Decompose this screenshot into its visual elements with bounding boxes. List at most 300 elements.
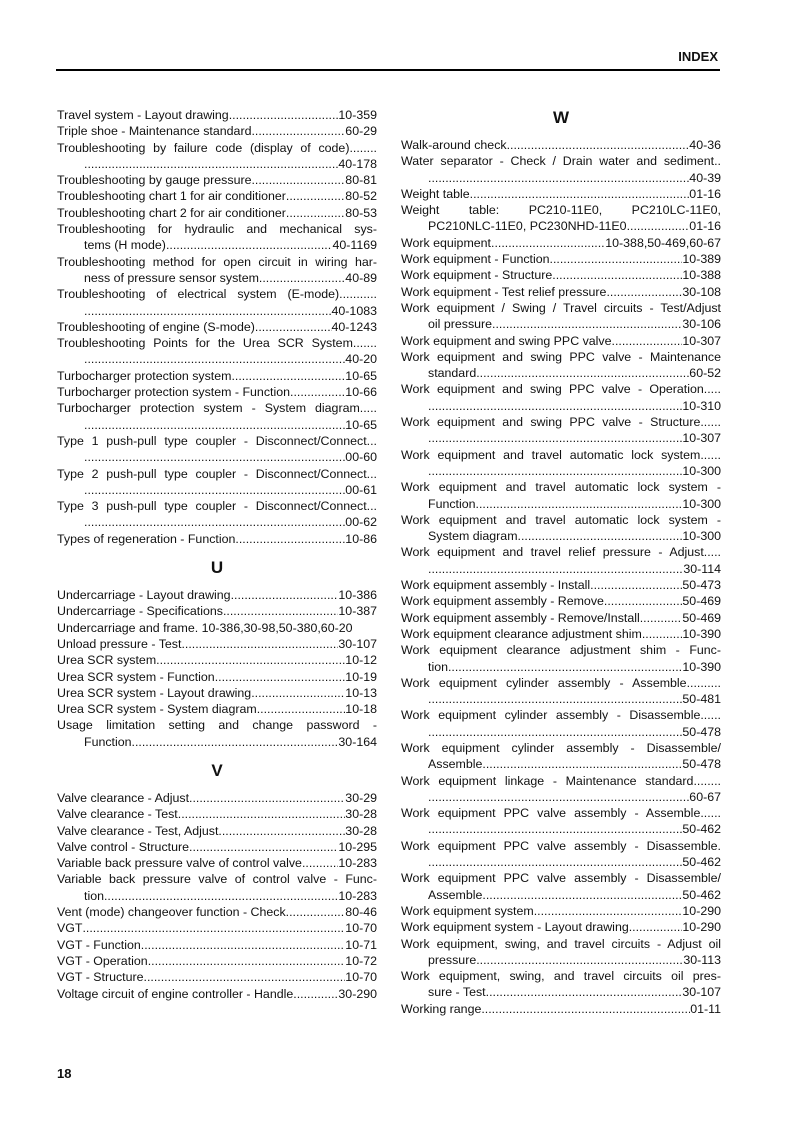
index-entry-text: Assemble — [428, 757, 483, 772]
index-entry — [57, 953, 377, 969]
index-entry-page: 10-300 — [682, 529, 721, 544]
index-entry-text: Valve clearance - Test — [57, 807, 178, 822]
dot-leader — [141, 937, 346, 953]
index-entry-row — [57, 205, 377, 221]
index-entry — [401, 936, 721, 969]
index-entry-page: 40-20 — [345, 352, 377, 367]
dot-leader — [181, 636, 338, 652]
dot-leader — [428, 789, 689, 805]
index-entry — [401, 919, 721, 935]
index-entry-page: 10-70 — [345, 970, 377, 985]
index-entry — [57, 920, 377, 936]
dot-leader — [251, 172, 345, 188]
index-entry-page: 40-1169 — [332, 238, 377, 253]
index-entry-page: 10-65 — [345, 368, 377, 383]
dot-leader — [144, 969, 346, 985]
index-entry-row — [57, 986, 377, 1002]
index-entry-line: Troubleshooting method for open circuit in wiring har- — [57, 254, 377, 269]
index-entry-page: 10-307 — [682, 333, 721, 348]
index-header-title: INDEX — [678, 49, 718, 64]
index-entry — [401, 202, 721, 235]
index-entry — [401, 626, 721, 642]
index-entry-page: 10-290 — [682, 920, 721, 935]
dot-leader — [215, 669, 346, 685]
index-entry — [401, 349, 721, 382]
index-entry-page: 30-106 — [682, 317, 721, 332]
index-entry — [401, 267, 721, 283]
index-entry-line: Work equipment cylinder assembly - Disassemble...... — [401, 708, 721, 723]
index-entry-page: 40-1243 — [331, 319, 377, 334]
index-entry-line: Work equipment and travel automatic lock system - — [401, 480, 721, 495]
index-entry — [57, 123, 377, 139]
index-entry-page: 40-89 — [345, 270, 377, 285]
index-entry-row — [401, 430, 721, 446]
index-entry-row — [401, 251, 721, 267]
index-entry — [401, 137, 721, 153]
index-entry-text: Work equipment assembly - Remove/Install — [401, 610, 640, 625]
index-entry-row — [401, 724, 721, 740]
index-entry-text: standard — [428, 366, 477, 381]
index-entry-row — [57, 156, 377, 172]
index-entry-line: Troubleshooting by failure code (display of code)........ — [57, 140, 377, 155]
index-entry — [401, 186, 721, 202]
index-entry — [57, 466, 377, 499]
dot-leader — [428, 463, 682, 479]
index-entry-text: ness of pressure sensor system — [84, 270, 259, 285]
index-entry — [57, 587, 377, 603]
index-entry-page: 01-16 — [689, 186, 721, 201]
dot-leader — [251, 685, 345, 701]
dot-leader — [552, 267, 682, 283]
index-entry-line: Type 1 push-pull type coupler - Disconnect/Connect... — [57, 433, 377, 448]
dot-leader — [612, 333, 683, 349]
index-entry-text: Function — [428, 496, 476, 511]
index-entry-text: Travel system - Layout drawing — [57, 108, 229, 122]
index-entry — [401, 284, 721, 300]
index-entry-row — [57, 669, 377, 685]
dot-leader — [604, 593, 682, 609]
page-number: 18 — [57, 1066, 72, 1081]
index-entry-row — [401, 316, 721, 332]
index-entry-line: Work equipment PPC valve assembly - Disassemble. — [401, 838, 721, 853]
index-entry-line: Work equipment and swing PPC valve - Operation..... — [401, 382, 721, 397]
index-entry-row — [401, 333, 721, 349]
index-entry-text: Function — [84, 734, 132, 749]
index-entry — [401, 740, 721, 773]
index-entry-row — [57, 303, 377, 319]
index-entry-row — [401, 789, 721, 805]
index-entry-row — [57, 969, 377, 985]
dot-leader — [590, 577, 682, 593]
index-entry-page: 10-307 — [682, 431, 721, 446]
index-entry-page: 30-108 — [682, 284, 721, 299]
index-entry-page: 80-52 — [345, 189, 377, 204]
index-entry-page: 10-70 — [345, 921, 377, 936]
dot-leader — [218, 823, 345, 839]
index-entry-text: Urea SCR system - Layout drawing — [57, 685, 252, 700]
index-entry-row — [57, 482, 377, 498]
index-entry-page: 10-387 — [338, 604, 377, 619]
index-entry-page: 40-1083 — [331, 303, 377, 318]
index-entry-line: Type 2 push-pull type coupler - Disconnect/Connect... — [57, 466, 377, 481]
index-entry-text: Urea SCR system - Function — [57, 669, 215, 684]
index-entry-line: Troubleshooting Points for the Urea SCR System....... — [57, 336, 377, 351]
dot-leader — [223, 603, 338, 619]
index-entry — [57, 140, 377, 173]
index-entry — [401, 251, 721, 267]
index-entry-row — [401, 561, 721, 577]
dot-leader — [84, 482, 345, 498]
index-entry-text: Troubleshooting chart 2 for air conditioner — [57, 205, 286, 220]
index-entry-text: PC210NLC-11E0, PC230NHD-11E0 — [428, 219, 627, 234]
v-entries-list — [57, 790, 377, 1002]
index-entry-line: Work equipment / Swing / Travel circuits - Test/Adjust — [401, 300, 721, 315]
index-entry-page: 50-478 — [682, 724, 721, 739]
index-entry-text: Work equipment - Structure — [401, 268, 553, 283]
dot-leader — [231, 587, 339, 603]
index-entry-page: 60-29 — [345, 124, 377, 139]
index-entry-row — [57, 172, 377, 188]
dot-leader — [507, 137, 690, 153]
index-entry-row — [57, 685, 377, 701]
index-entry — [57, 384, 377, 400]
dot-leader — [534, 903, 683, 919]
index-entry-line: Turbocharger protection system - System diagram..... — [57, 401, 377, 416]
index-entry-text: tion — [428, 659, 448, 674]
index-entry — [57, 286, 377, 319]
index-entry — [57, 531, 377, 547]
index-entry-text: Undercarriage - Specifications — [57, 604, 223, 619]
index-entry — [401, 544, 721, 577]
w-entries-list — [401, 137, 721, 1017]
u-entries-list — [57, 587, 377, 750]
index-entry-row — [57, 839, 377, 855]
index-entry-line: Work equipment and swing PPC valve - Structure...... — [401, 415, 721, 430]
index-entry-page: 10-389 — [682, 252, 721, 267]
index-entry-page: 40-178 — [338, 156, 377, 171]
index-entry — [57, 806, 377, 822]
index-entry — [401, 838, 721, 871]
dot-leader — [156, 652, 345, 668]
index-entry-page: 10-72 — [345, 953, 377, 968]
dot-leader — [132, 734, 339, 750]
index-entry-page: 10-295 — [338, 839, 377, 854]
index-entry — [57, 669, 377, 685]
index-entry-text: Unload pressure - Test — [57, 636, 182, 651]
index-entry-text: VGT — [57, 921, 83, 936]
index-entry — [401, 512, 721, 545]
dot-leader — [550, 251, 683, 267]
index-entry-text: Assemble — [428, 887, 483, 902]
index-entry-row — [57, 351, 377, 367]
index-entry-line: Variable back pressure valve of control valve - Func- — [57, 872, 377, 887]
index-entry-row — [401, 593, 721, 609]
header-rule — [56, 69, 720, 71]
index-entry — [401, 968, 721, 1001]
index-entry-page: 30-164 — [338, 734, 377, 749]
dot-leader — [428, 561, 683, 577]
index-entry-page: 30-290 — [338, 986, 377, 1001]
index-entry-row — [401, 463, 721, 479]
index-entry-text: System diagram — [428, 529, 518, 544]
index-entry — [401, 1001, 721, 1017]
index-entry — [57, 937, 377, 953]
index-entry-row — [401, 284, 721, 300]
dot-leader — [82, 920, 345, 936]
index-entry-page: 00-61 — [345, 482, 377, 497]
index-entry-line: Usage limitation setting and change password - — [57, 718, 377, 733]
index-entry — [401, 610, 721, 626]
dot-leader — [259, 270, 345, 286]
index-entry-row — [401, 267, 721, 283]
index-entry-text: Work equipment assembly - Install — [401, 578, 591, 593]
index-entry-page: 00-60 — [345, 450, 377, 465]
index-entry — [401, 577, 721, 593]
dot-leader — [148, 953, 346, 969]
index-entry-page: 50-462 — [682, 822, 721, 837]
index-entry-row — [57, 107, 377, 123]
index-entry-row — [57, 603, 377, 619]
index-entry — [401, 870, 721, 903]
dot-leader — [428, 854, 682, 870]
dot-leader — [476, 952, 683, 968]
dot-leader — [286, 205, 345, 221]
index-entry-row — [401, 577, 721, 593]
dot-leader — [482, 887, 682, 903]
index-entry-line: Work equipment and travel automatic lock system...... — [401, 447, 721, 462]
dot-leader — [251, 123, 345, 139]
index-entry-row — [401, 756, 721, 772]
index-entry-row — [57, 888, 377, 904]
index-entry-page: 10-66 — [345, 385, 377, 400]
index-entry-text: Types of regeneration - Function — [57, 531, 236, 546]
index-entry-text: Work equipment system - Layout drawing — [401, 920, 629, 935]
index-entry-page: 50-462 — [682, 887, 721, 902]
index-entry-text: Valve clearance - Test, Adjust — [57, 823, 219, 838]
dot-leader — [290, 384, 345, 400]
index-entry-line: Work equipment, swing, and travel circuits oil pres- — [401, 969, 721, 984]
index-entry-page: 10-71 — [345, 937, 377, 952]
dot-leader — [428, 430, 682, 446]
index-entry-row — [57, 937, 377, 953]
dot-leader — [104, 888, 338, 904]
index-entry-text: Turbocharger protection system - Function — [57, 385, 290, 400]
index-entry-page: 10-386 — [338, 588, 377, 603]
index-entry — [57, 433, 377, 466]
index-entry — [57, 717, 377, 750]
index-entry-row — [57, 417, 377, 433]
index-entry-row — [401, 186, 721, 202]
index-entry — [57, 335, 377, 368]
index-entry — [57, 620, 377, 636]
dot-leader — [640, 610, 683, 626]
index-entry-row — [57, 449, 377, 465]
index-entry — [57, 652, 377, 668]
index-entry-row — [57, 790, 377, 806]
index-entry — [57, 254, 377, 287]
index-entry — [57, 368, 377, 384]
index-entry-page: 30-107 — [682, 985, 721, 1000]
index-entry-page: 50-478 — [682, 757, 721, 772]
index-right-column — [401, 107, 721, 1017]
index-entry — [401, 642, 721, 675]
index-entry-text: Work equipment system — [401, 903, 534, 918]
dot-leader — [189, 839, 338, 855]
dot-leader — [428, 691, 682, 707]
index-entry-page: 10-12 — [345, 653, 377, 668]
index-entry-page: 10-290 — [682, 903, 721, 918]
index-entry — [401, 805, 721, 838]
index-entry-line: Work equipment cylinder assembly - Assemble.......... — [401, 675, 721, 690]
index-entry — [401, 235, 721, 251]
dot-leader — [448, 659, 682, 675]
index-entry-row — [57, 237, 377, 253]
index-entry-line: Work equipment and swing PPC valve - Maintenance — [401, 349, 721, 364]
index-entry-text: Work equipment - Function — [401, 252, 550, 267]
index-entry-row — [401, 919, 721, 935]
index-entry — [401, 903, 721, 919]
index-entry-row — [401, 691, 721, 707]
index-entry-page: 50-469 — [682, 610, 721, 625]
index-entry-line: Work equipment PPC valve assembly - Assemble...... — [401, 806, 721, 821]
index-entry-row — [401, 218, 721, 234]
dot-leader — [470, 186, 690, 202]
dot-leader — [481, 1001, 690, 1017]
index-entry-page: 50-469 — [682, 594, 721, 609]
index-entry-text: Urea SCR system — [57, 653, 157, 668]
dot-leader — [428, 398, 682, 414]
index-entry-row — [57, 319, 377, 335]
index-entry-text: Voltage circuit of engine controller - Handle — [57, 986, 294, 1001]
index-entry-text: Triple shoe - Maintenance standard — [57, 124, 252, 139]
section-letter-v: V — [211, 760, 223, 780]
index-entry — [57, 636, 377, 652]
index-entry — [401, 773, 721, 806]
index-entry-text: Troubleshooting by gauge pressure — [57, 173, 252, 188]
dot-leader — [629, 919, 683, 935]
dot-leader — [189, 790, 345, 806]
index-entry-page: 40-39 — [689, 170, 721, 185]
index-entry-text: tion — [84, 888, 104, 903]
index-entry — [57, 319, 377, 335]
index-entry-text: Working range — [401, 1001, 482, 1016]
index-entry — [401, 414, 721, 447]
index-entry — [57, 498, 377, 531]
dot-leader — [518, 528, 683, 544]
index-entry-text: VGT - Function — [57, 937, 141, 952]
index-entry-text: Work equipment clearance adjustment shim — [401, 626, 642, 641]
dot-leader — [606, 284, 682, 300]
index-entry-page: 80-81 — [345, 173, 377, 188]
index-entry-line: Troubleshooting for hydraulic and mechanical sys- — [57, 222, 377, 237]
index-entry-row — [401, 659, 721, 675]
index-entry-text: pressure — [428, 952, 477, 967]
index-entry-line: Undercarriage and frame. 10-386,30-98,50-380,60-20 — [57, 620, 353, 635]
index-entry-row — [57, 953, 377, 969]
index-entry-page: 30-107 — [338, 636, 377, 651]
index-entry-row — [57, 920, 377, 936]
index-entry-row — [57, 636, 377, 652]
index-entry-line: Work equipment clearance adjustment shim - Func- — [401, 643, 721, 658]
index-entry-text: Vent (mode) changeover function - Check — [57, 905, 286, 920]
index-entry-page: 50-473 — [682, 578, 721, 593]
index-entry-line: Weight table: PC210-11E0, PC210LC-11E0, — [401, 203, 721, 218]
index-entry-line: Water separator - Check / Drain water and sediment.. — [401, 154, 721, 169]
index-entry-page: 10-300 — [682, 496, 721, 511]
dot-leader — [486, 984, 683, 1000]
index-entry-row — [57, 652, 377, 668]
index-entry-page: 60-67 — [689, 789, 721, 804]
index-entry-row — [401, 1001, 721, 1017]
index-entry — [57, 400, 377, 433]
index-entry-row — [57, 270, 377, 286]
index-entry — [401, 593, 721, 609]
index-entry — [57, 701, 377, 717]
index-entry-page: 10-86 — [345, 531, 377, 546]
index-entry — [57, 107, 377, 123]
index-entry-text: Troubleshooting chart 1 for air conditioner — [57, 189, 286, 204]
index-entry-row — [57, 188, 377, 204]
dot-leader — [84, 417, 345, 433]
dot-leader — [178, 806, 346, 822]
index-entry-page: 10-300 — [682, 463, 721, 478]
index-entry — [57, 986, 377, 1002]
index-entry-row — [401, 398, 721, 414]
index-entry-row — [57, 123, 377, 139]
dot-leader — [84, 303, 332, 319]
index-entry — [57, 904, 377, 920]
index-entry — [401, 479, 721, 512]
dot-leader — [627, 218, 690, 234]
index-entry-text: Urea SCR system - System diagram — [57, 702, 257, 717]
dot-leader — [166, 237, 333, 253]
index-entry — [57, 871, 377, 904]
dot-leader — [476, 365, 689, 381]
index-entry-page: 30-113 — [683, 952, 721, 967]
index-entry-line: Work equipment cylinder assembly - Disassemble/ — [401, 740, 721, 755]
index-entry-page: 80-53 — [345, 205, 377, 220]
index-entry-row — [401, 170, 721, 186]
index-entry-row — [57, 368, 377, 384]
index-entry — [57, 685, 377, 701]
index-entry-row — [401, 952, 721, 968]
index-entry-row — [401, 528, 721, 544]
index-entry — [401, 333, 721, 349]
index-entry-page: 60-52 — [689, 366, 721, 381]
index-entry-text: Troubleshooting of engine (S-mode) — [57, 319, 255, 334]
index-entry-page: 10-18 — [345, 702, 377, 717]
index-entry-row — [401, 854, 721, 870]
index-entry-row — [57, 514, 377, 530]
dot-leader — [476, 496, 683, 512]
index-entry-text: VGT - Operation — [57, 953, 148, 968]
section-letter-u: U — [210, 558, 224, 578]
index-entry-text: Work equipment and swing PPC valve — [401, 333, 612, 348]
index-entry — [401, 153, 721, 186]
index-entry-row — [57, 823, 377, 839]
index-entry-row — [401, 235, 721, 251]
section-letter-w: W — [552, 108, 570, 127]
index-entry-page: 30-114 — [683, 561, 721, 576]
dot-leader — [257, 701, 346, 717]
index-entry — [57, 839, 377, 855]
index-entry-page: 10-283 — [338, 856, 377, 871]
index-entry-text: VGT - Structure — [57, 970, 144, 985]
index-entry — [57, 969, 377, 985]
dot-leader — [428, 170, 689, 186]
index-entry-page: 30-29 — [345, 790, 377, 805]
index-entry-page: 10-388,50-469,60-67 — [605, 235, 721, 250]
